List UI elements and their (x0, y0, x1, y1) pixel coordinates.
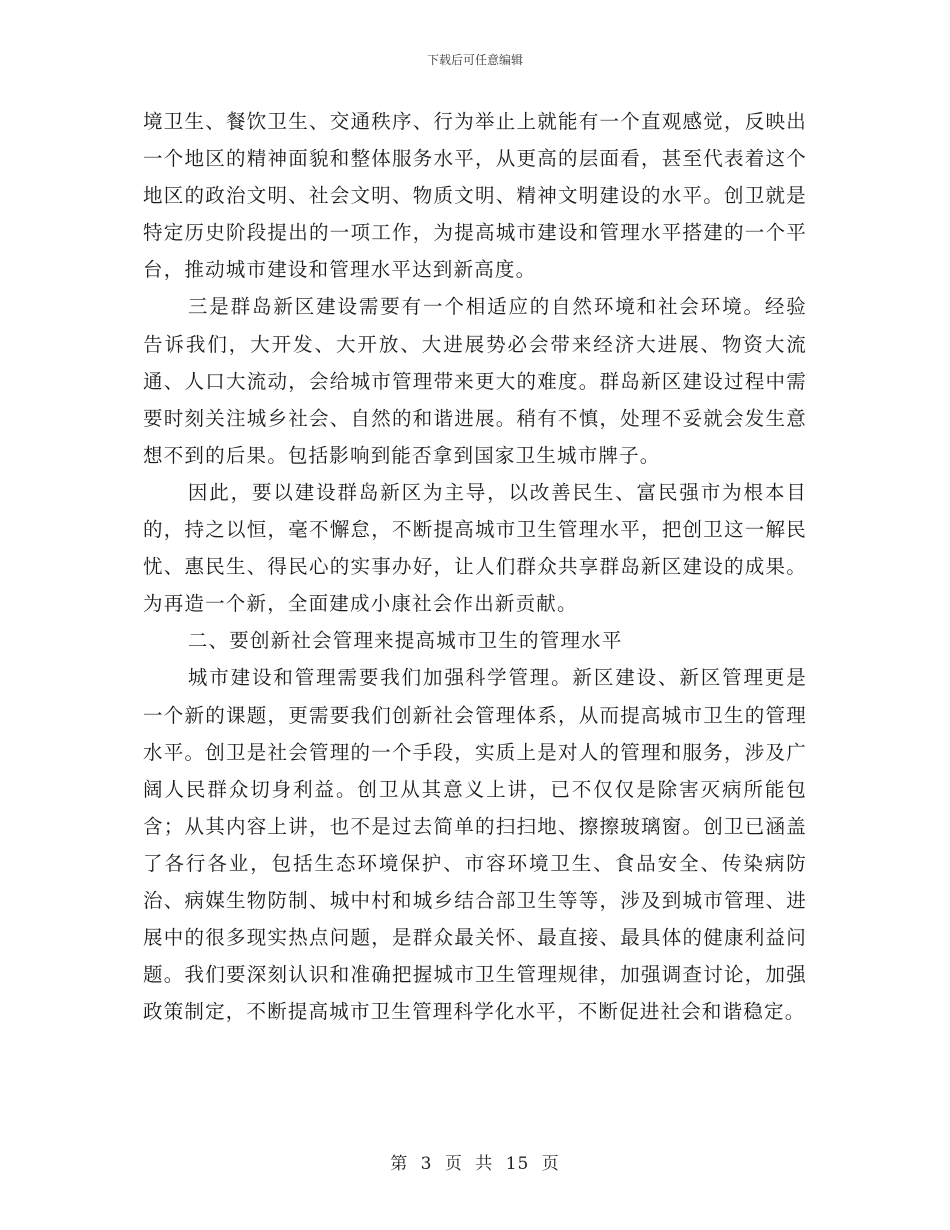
paragraph-continuation: 境卫生、餐饮卫生、交通秩序、行为举止上就能有一个直观感觉，反映出一个地区的精神面貌和整体服务水平，从更高的层面看，甚至代表着这个地区的政治文明、社会文明、物质文明、精神文明建设的水平。创卫就是特定历史阶段提出的一项工作，为提高城市建设和管理水平搭建的一个平台，推动城市建设和管理水平达到新高度。 (143, 110, 807, 282)
page-header-note: 下载后可任意编辑 (426, 53, 523, 67)
paragraph-conclusion: 因此，要以建设群岛新区为主导，以改善民生、富民强市为根本目的，持之以恒，毫不懈怠，不断提高城市卫生管理水平，把创卫这一解民忧、惠民生、得民心的实事办好，让人们群众共享群岛新区建设的成果。为再造一个新，全面建成小康社会作出新贡献。 (143, 480, 807, 616)
page-number-footer: 第 3 页 共 15 页 (390, 1154, 560, 1174)
document-body (143, 103, 807, 1030)
section-heading-two: 二、要创新社会管理来提高城市卫生的管理水平 (187, 629, 623, 653)
paragraph-point-three: 三是群岛新区建设需要有一个相适应的自然环境和社会环境。经验告诉我们，大开发、大开放、大进展势必会带来经济大进展、物资大流通、人口大流动，会给城市管理带来更大的难度。群岛新区建设过程中需要时刻关注城乡社会、自然的和谐进展。稍有不慎，处理不妥就会发生意想不到的后果。包括影响到能否拿到国家卫生城市牌子。 (143, 295, 807, 467)
paragraph-management: 城市建设和管理需要我们加强科学管理。新区建设、新区管理更是一个新的课题，更需要我们创新社会管理体系，从而提高城市卫生的管理水平。创卫是社会管理的一个手段，实质上是对人的管理和服务，涉及广阔人民群众切身利益。创卫从其意义上讲，已不仅仅是除害灭病所能包含；从其内容上讲，也不是过去简单的扫扫地、擦擦玻璃窗。创卫已涵盖了各行各业，包括生态环境保护、市容环境卫生、食品安全、传染病防治、病媒生物防制、城中村和城乡结合部卫生等等，涉及到城市管理、进展中的很多现实热点问题，是群众最关怀、最直接、最具体的健康利益问题。我们要深刻认识和准确把握城市卫生管理规律，加强调查讨论，加强政策制定，不断提高城市卫生管理科学化水平，不断促进社会和谐稳定。 (143, 666, 807, 1024)
